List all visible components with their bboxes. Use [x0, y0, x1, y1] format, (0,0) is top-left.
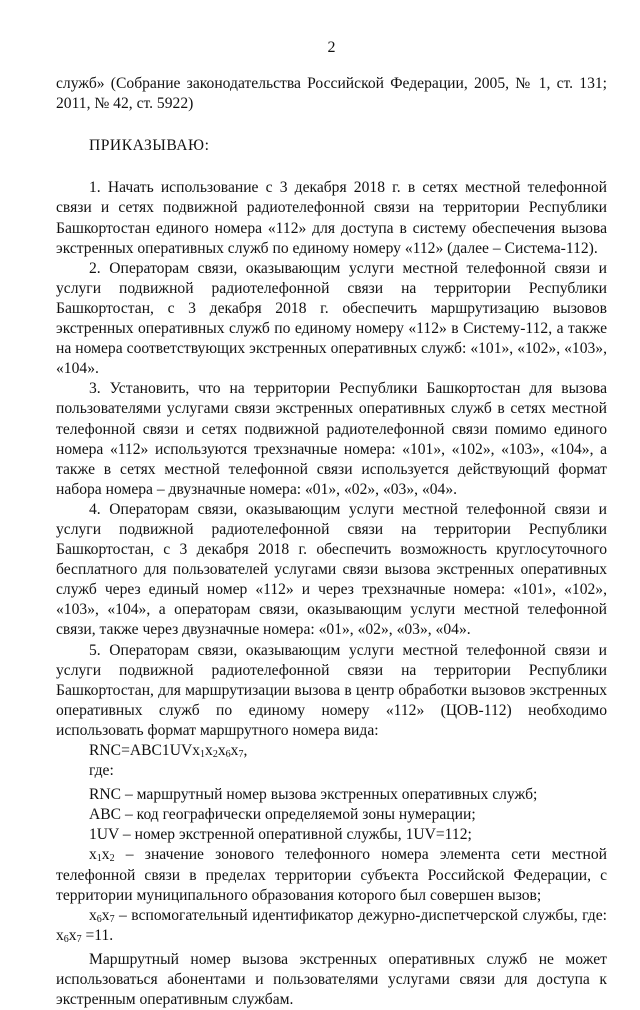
- item-2: 2. Операторам связи, оказывающим услуги местной телефонной связи и услуги подвижной радиотелефонной связи на территории Республики Башкортостан, с 3 декабря 2018 г. обеспечить маршрутизацию вызовов экстренных оперативных служб по единому номеру «112» в Систему-112, а также на номера соответствующих экстренных оперативных служб: «101», «102», «103», «104».: [56, 259, 607, 378]
- definition-1uv: 1UV – номер экстренной оперативной службы, 1UV=112;: [89, 826, 472, 844]
- definition-rnc: RNC – маршрутный номер вызова экстренных оперативных служб;: [89, 786, 538, 804]
- item-4: 4. Операторам связи, оказывающим услуги местной телефонной связи и услуги подвижной радиотелефонной связи на территории Республики Башкортостан, с 3 декабря 2018 г. обеспечить возможность круглосуточного бесплатного для пользователей услугами связи вызова экстренных оперативных служб через единый номер «112» и через трехзначные номера: «101», «102», «103», «104», а операторам связи, оказывающим услуги местной телефонной связи, также через двузначные номера: «01», «02», «03», «04».: [56, 500, 607, 639]
- definition-x6x7: $x_6x_7$ – вспомогательный идентификатор дежурно-диспетчерской службы, где: $x_6x_7 =11$.: [56, 906, 607, 945]
- route-number-formula: $RNC=ABC1UVx_1x_2x_6x_7$,: [89, 742, 248, 760]
- order-heading: ПРИКАЗЫВАЮ:: [89, 137, 210, 155]
- intro-paragraph: служб» (Собрание законодательства Российской Федерации, 2005, № 1, ст. 131; 2011, № 42, ст. 5922): [56, 75, 607, 113]
- page-number: 2: [327, 39, 336, 56]
- closing-paragraph: Маршрутный номер вызова экстренных оперативных служб не может использоваться абонентами и пользователями услугами связи для доступа к экстренным оперативным службам.: [56, 950, 607, 1009]
- definition-abc: ABC – код географически определяемой зоны нумерации;: [89, 806, 476, 824]
- item-1: 1. Начать использование с 3 декабря 2018 г. в сетях местной телефонной связи и сетях подвижной радиотелефонной связи на территории Республики Башкортостан единого номера «112» для доступа в систему обеспечения вызова экстренных оперативных служб по единому номеру «112» (далее – Система-112).: [56, 179, 607, 257]
- definition-x1x2: $x_1x_2$ – значение зонового телефонного номера элемента сети местной телефонной связи в пределах территории субъекта Российской Федерации, с территории муниципального образования которого был совершен вызов;: [56, 846, 607, 904]
- item-5: 5. Операторам связи, оказывающим услуги местной телефонной связи и услуги подвижной радиотелефонной связи на территории Республики Башкортостан, для маршрутизации вызова в центр обработки вызовов экстренных оперативных служб по единому номеру «112» (ЦОВ-112) необходимо использовать формат маршрутного номера вида:: [56, 641, 607, 739]
- item-3: 3. Установить, что на территории Республики Башкортостан для вызова пользователями услугами связи экстренных оперативных служб в сетях местной телефонной связи и сетях подвижной радиотелефонной связи помимо единого номера «112» используются трехзначные номера: «101», «102», «103», «104», а также в сетях местной телефонной связи используется действующий формат набора номера – двузначные номера: «01», «02», «03», «04».: [56, 380, 607, 498]
- where-label: где:: [89, 762, 114, 780]
